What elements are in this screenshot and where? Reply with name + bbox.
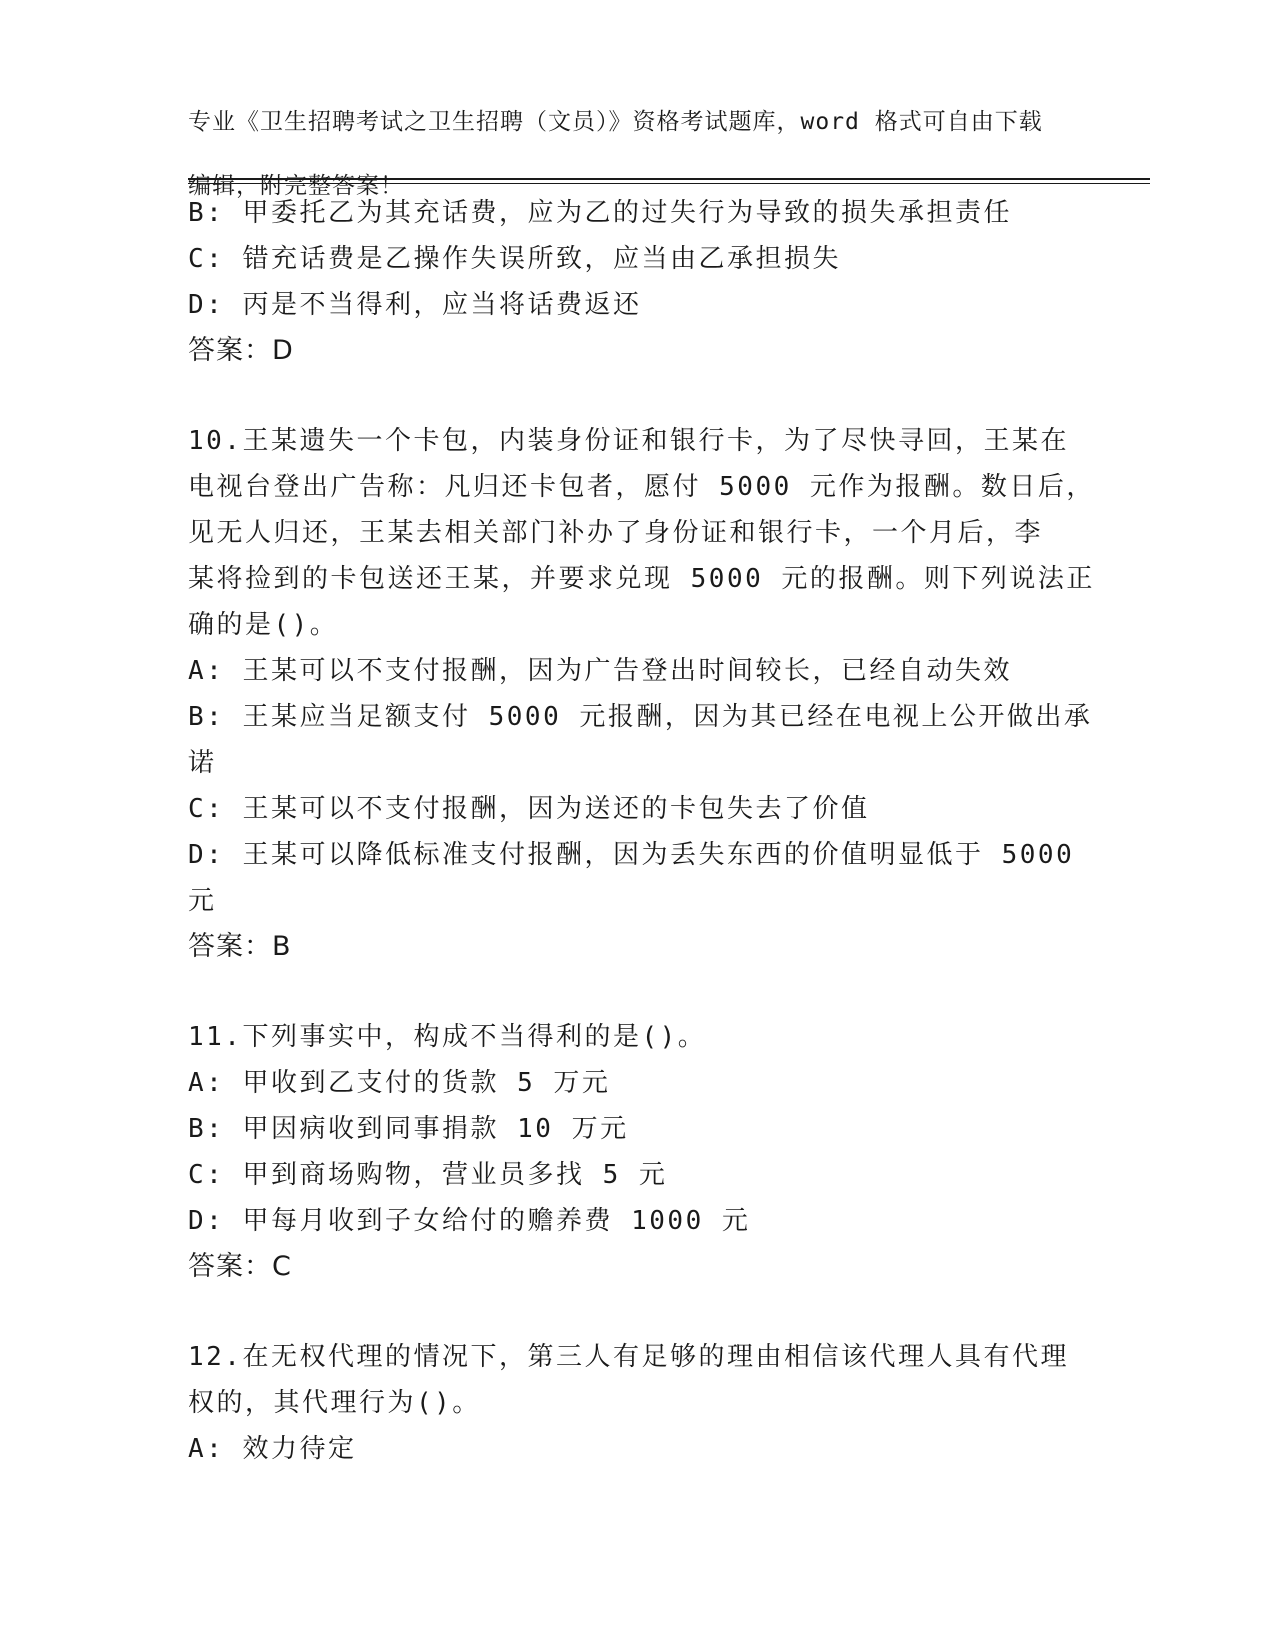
answer-label: 答案：B	[188, 931, 292, 962]
question-stem-line: 确的是()。	[188, 610, 339, 640]
option-c: C: 王某可以不支付报酬，因为送还的卡包失去了价值	[188, 794, 870, 824]
header-divider	[188, 178, 1150, 180]
option-a: A: 甲收到乙支付的货款 5 万元	[188, 1068, 611, 1098]
question-content	[188, 190, 1095, 1472]
question-9-block	[188, 190, 1088, 374]
option-a: A: 王某可以不支付报酬，因为广告登出时间较长，已经自动失效	[188, 656, 1012, 686]
answer-label: 答案：C	[188, 1251, 292, 1282]
option-d: D: 王某可以降低标准支付报酬，因为丢失东西的价值明显低于 5000	[188, 840, 1075, 870]
option-d: D: 甲每月收到子女给付的赡养费 1000 元	[188, 1206, 751, 1236]
question-stem-line: 11.下列事实中，构成不当得利的是()。	[188, 1022, 707, 1052]
spacer	[188, 970, 1088, 1014]
option-a: A: 效力待定	[188, 1434, 357, 1464]
header-line-1: 专业《卫生招聘考试之卫生招聘（文员）》资格考试题库，word 格式可自由下载	[188, 109, 1043, 135]
option-b: B: 甲因病收到同事捐款 10 万元	[188, 1114, 629, 1144]
option-c: C: 错充话费是乙操作失误所致，应当由乙承担损失	[188, 244, 841, 274]
question-stem-line: 某将捡到的卡包送还王某，并要求兑现 5000 元的报酬。则下列说法正	[188, 564, 1095, 594]
option-b: B: 甲委托乙为其充话费，应为乙的过失行为导致的损失承担责任	[188, 198, 1012, 228]
option-d-continued: 元	[188, 886, 217, 916]
question-11-block	[188, 1014, 1088, 1290]
spacer	[188, 374, 1088, 418]
header-line-2: 编辑，附完整答案！	[188, 173, 404, 199]
header-divider-thin	[188, 183, 1150, 184]
question-stem-line: 12.在无权代理的情况下，第三人有足够的理由相信该代理人具有代理	[188, 1342, 1069, 1372]
answer-label: 答案：D	[188, 335, 294, 366]
option-c: C: 甲到商场购物，营业员多找 5 元	[188, 1160, 668, 1190]
question-stem-line: 见无人归还，王某去相关部门补办了身份证和银行卡，一个月后，李	[188, 518, 1044, 548]
spacer	[188, 1290, 1088, 1334]
question-stem-line: 10.王某遗失一个卡包，内装身份证和银行卡，为了尽快寻回，王某在	[188, 426, 1069, 456]
question-10-block	[188, 418, 1095, 970]
question-stem-line: 权的，其代理行为()。	[188, 1388, 481, 1418]
option-d: D: 丙是不当得利，应当将话费返还	[188, 290, 642, 320]
option-b: B: 王某应当足额支付 5000 元报酬，因为其已经在电视上公开做出承	[188, 702, 1093, 732]
question-12-block	[188, 1334, 1088, 1472]
question-stem-line: 电视台登出广告称：凡归还卡包者，愿付 5000 元作为报酬。数日后，	[188, 472, 1095, 502]
option-b-continued: 诺	[188, 748, 217, 778]
